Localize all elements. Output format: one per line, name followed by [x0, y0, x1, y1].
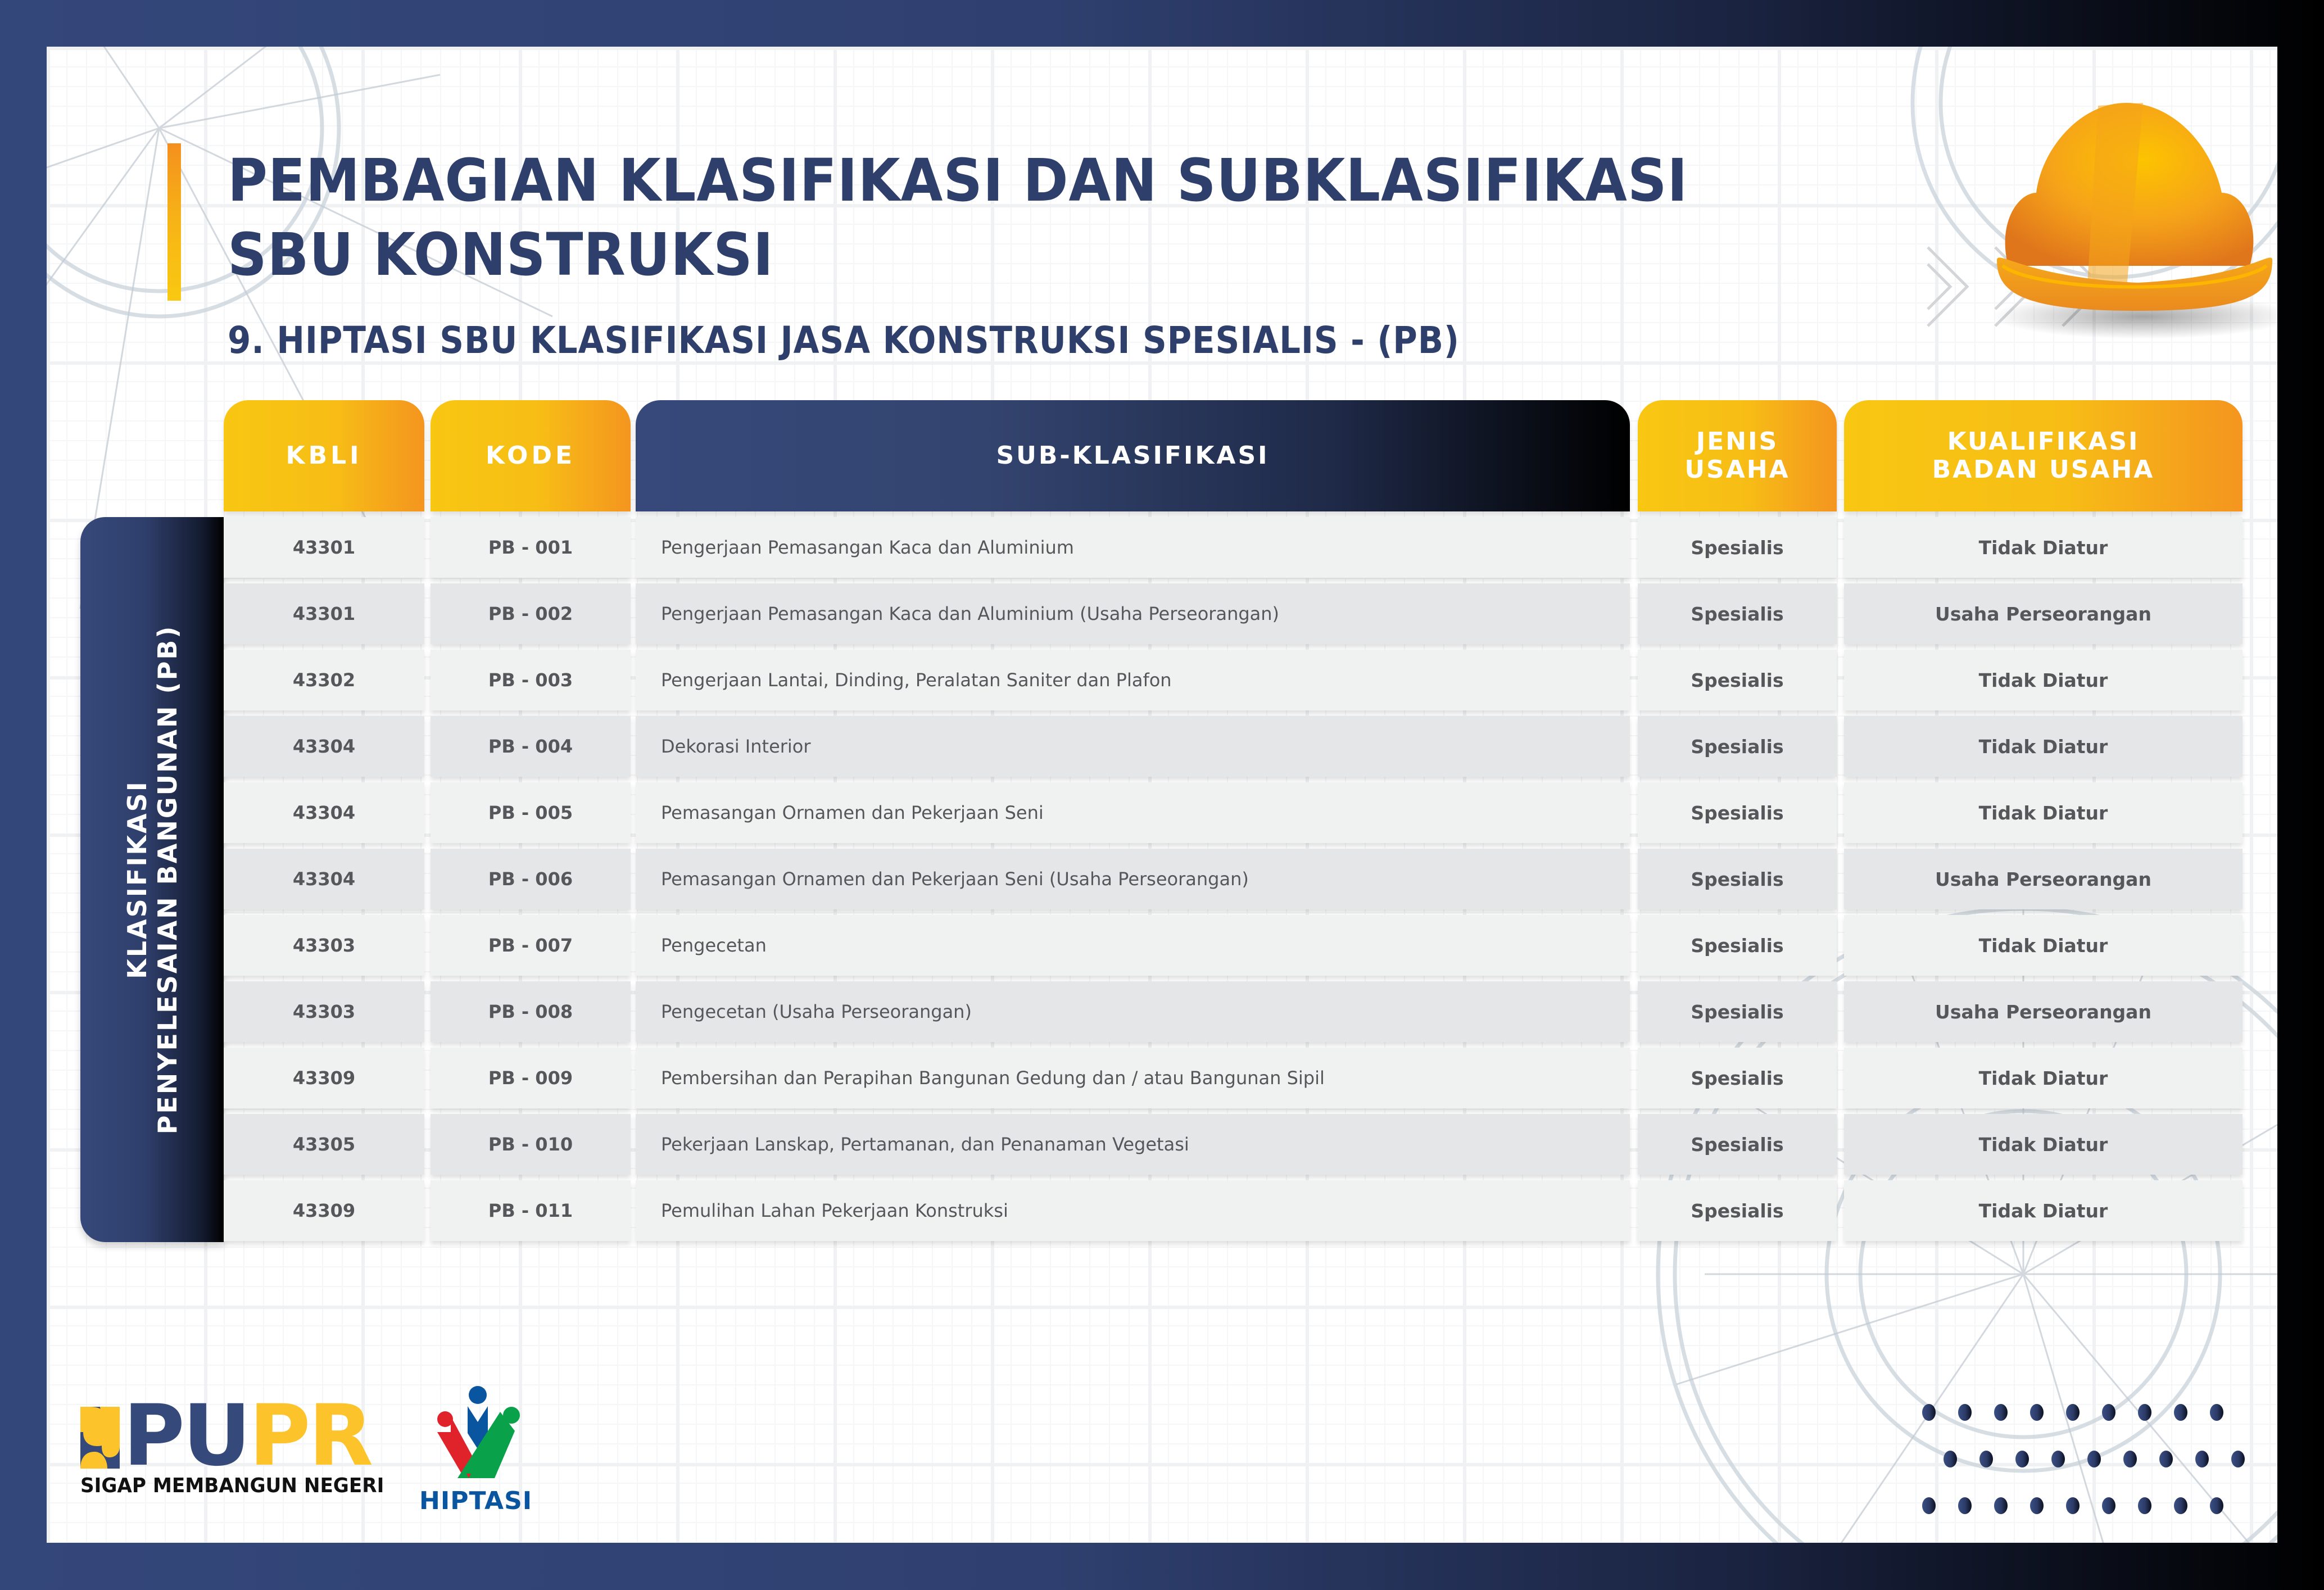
- cell-kode: PB - 004: [431, 716, 631, 777]
- cell-kode: PB - 011: [431, 1180, 631, 1241]
- cell-sub-klasifikasi: Pengerjaan Pemasangan Kaca dan Aluminium: [636, 517, 1630, 578]
- title-accent-bar: [167, 143, 181, 301]
- title-line-2: SBU KONSTRUKSI: [228, 220, 774, 289]
- table-body: [47, 517, 2277, 1248]
- cell-kode: PB - 005: [431, 782, 631, 843]
- table-row: [47, 583, 2277, 644]
- table-row: [47, 1180, 2277, 1241]
- cell-sub-klasifikasi: Pengerjaan Lantai, Dinding, Peralatan Saniter dan Plafon: [636, 650, 1630, 710]
- cell-kualifikasi: Tidak Diatur: [1844, 1114, 2243, 1175]
- column-header-kualifikasi: KUALIFIKASI BADAN USAHA: [1844, 400, 2243, 511]
- pupr-mark-icon: [80, 1407, 120, 1469]
- cell-kualifikasi: Tidak Diatur: [1844, 1180, 2243, 1241]
- cell-kode: PB - 010: [431, 1114, 631, 1175]
- cell-sub-klasifikasi: Pengerjaan Pemasangan Kaca dan Aluminium (Usaha Perseorangan): [636, 583, 1630, 644]
- cell-kualifikasi: Tidak Diatur: [1844, 517, 2243, 578]
- cell-kbli: 43309: [224, 1180, 424, 1241]
- cell-kbli: 43302: [224, 650, 424, 710]
- cell-jenis-usaha: Spesialis: [1638, 849, 1837, 909]
- cell-jenis-usaha: Spesialis: [1638, 517, 1837, 578]
- cell-kualifikasi: Tidak Diatur: [1844, 915, 2243, 976]
- cell-kbli: 43301: [224, 583, 424, 644]
- cell-sub-klasifikasi: Pemasangan Ornamen dan Pekerjaan Seni: [636, 782, 1630, 843]
- pupr-tagline: SIGAP MEMBANGUN NEGERI: [80, 1474, 384, 1497]
- cell-jenis-usaha: Spesialis: [1638, 1180, 1837, 1241]
- dot-grid-decoration: [1922, 1404, 2259, 1516]
- cell-kbli: 43305: [224, 1114, 424, 1175]
- cell-jenis-usaha: Spesialis: [1638, 583, 1837, 644]
- hiptasi-figures-icon: [416, 1383, 534, 1487]
- cell-sub-klasifikasi: Dekorasi Interior: [636, 716, 1630, 777]
- cell-kode: PB - 002: [431, 583, 631, 644]
- table-row: [47, 1048, 2277, 1108]
- column-header-sub-klasifikasi: SUB-KLASIFIKASI: [636, 400, 1630, 511]
- column-header-kode: KODE: [431, 400, 631, 511]
- cell-jenis-usaha: Spesialis: [1638, 915, 1837, 976]
- cell-kbli: 43303: [224, 915, 424, 976]
- table-row: [47, 981, 2277, 1042]
- pupr-logo: [80, 1387, 384, 1508]
- table-row: [47, 517, 2277, 578]
- cell-jenis-usaha: Spesialis: [1638, 782, 1837, 843]
- cell-sub-klasifikasi: Pemasangan Ornamen dan Pekerjaan Seni (Usaha Perseorangan): [636, 849, 1630, 909]
- cell-kualifikasi: Usaha Perseorangan: [1844, 583, 2243, 644]
- cell-kualifikasi: Tidak Diatur: [1844, 716, 2243, 777]
- classification-group-label: KLASIFIKASI PENYELESAIAN BANGUNAN (PB): [80, 517, 224, 1242]
- cell-kbli: 43301: [224, 517, 424, 578]
- cell-jenis-usaha: Spesialis: [1638, 1048, 1837, 1108]
- cell-jenis-usaha: Spesialis: [1638, 716, 1837, 777]
- cell-kbli: 43304: [224, 716, 424, 777]
- page-title: [228, 143, 1688, 292]
- table-row: [47, 650, 2277, 710]
- hiptasi-logo: [416, 1383, 534, 1517]
- hiptasi-wordmark: HIPTASI: [419, 1487, 533, 1515]
- cell-jenis-usaha: Spesialis: [1638, 650, 1837, 710]
- cell-sub-klasifikasi: Pemulihan Lahan Pekerjaan Konstruksi: [636, 1180, 1630, 1241]
- pupr-wordmark: PUPR: [123, 1387, 372, 1485]
- content-panel: [47, 47, 2277, 1543]
- hard-hat-icon: [1958, 80, 2277, 350]
- cell-kode: PB - 008: [431, 981, 631, 1042]
- table-row: [47, 782, 2277, 843]
- cell-jenis-usaha: Spesialis: [1638, 981, 1837, 1042]
- cell-sub-klasifikasi: Pembersihan dan Perapihan Bangunan Gedung dan / atau Bangunan Sipil: [636, 1048, 1630, 1108]
- cell-jenis-usaha: Spesialis: [1638, 1114, 1837, 1175]
- cell-sub-klasifikasi: Pekerjaan Lanskap, Pertamanan, dan Penanaman Vegetasi: [636, 1114, 1630, 1175]
- title-line-1: PEMBAGIAN KLASIFIKASI DAN SUBKLASIFIKASI: [228, 146, 1688, 215]
- cell-kualifikasi: Tidak Diatur: [1844, 1048, 2243, 1108]
- cell-kode: PB - 006: [431, 849, 631, 909]
- table-row: [47, 849, 2277, 909]
- table-row: [47, 915, 2277, 976]
- cell-kbli: 43309: [224, 1048, 424, 1108]
- column-header-jenis-usaha: JENIS USAHA: [1638, 400, 1837, 511]
- table-row: [47, 1114, 2277, 1175]
- cell-kbli: 43303: [224, 981, 424, 1042]
- column-header-kbli: KBLI: [224, 400, 424, 511]
- cell-kualifikasi: Tidak Diatur: [1844, 782, 2243, 843]
- cell-kode: PB - 009: [431, 1048, 631, 1108]
- cell-kualifikasi: Tidak Diatur: [1844, 650, 2243, 710]
- table-row: [47, 716, 2277, 777]
- cell-kbli: 43304: [224, 849, 424, 909]
- page-subtitle: 9. HIPTASI SBU KLASIFIKASI JASA KONSTRUKSI SPESIALIS - (PB): [228, 319, 1460, 362]
- cell-sub-klasifikasi: Pengecetan: [636, 915, 1630, 976]
- cell-sub-klasifikasi: Pengecetan (Usaha Perseorangan): [636, 981, 1630, 1042]
- cell-kode: PB - 001: [431, 517, 631, 578]
- cell-kualifikasi: Usaha Perseorangan: [1844, 849, 2243, 909]
- cell-kode: PB - 007: [431, 915, 631, 976]
- cell-kualifikasi: Usaha Perseorangan: [1844, 981, 2243, 1042]
- cell-kode: PB - 003: [431, 650, 631, 710]
- cell-kbli: 43304: [224, 782, 424, 843]
